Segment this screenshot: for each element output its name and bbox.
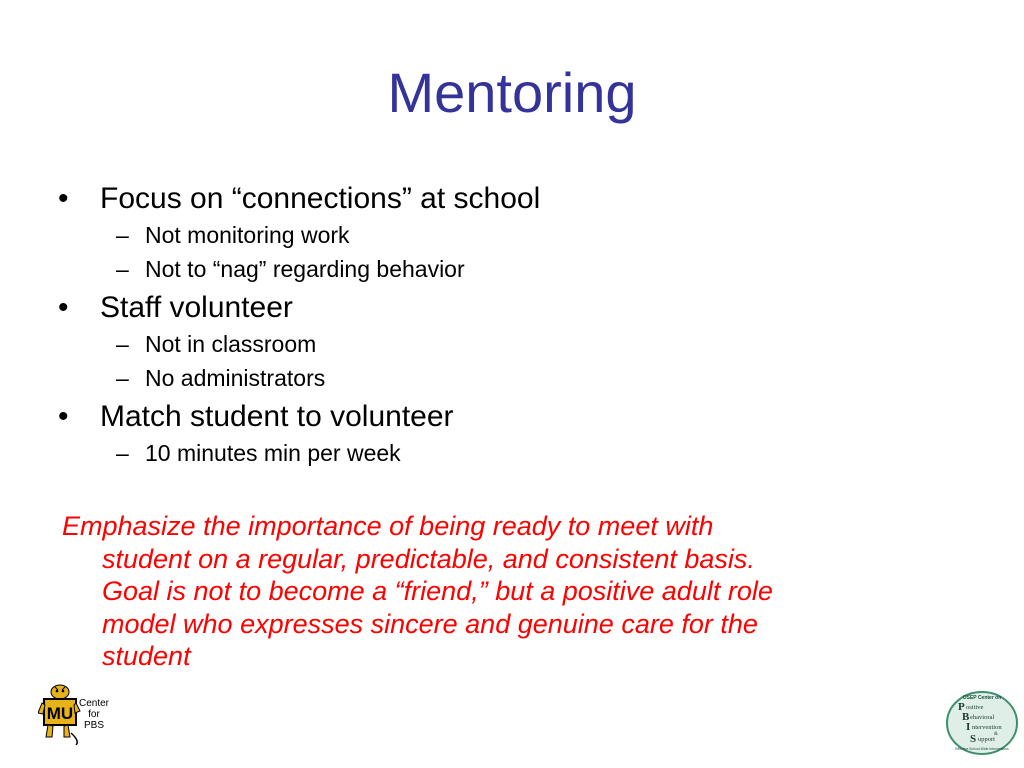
- pbis-heading: OSEP Center on: [962, 695, 1002, 701]
- dash-marker: –: [116, 440, 129, 466]
- pbis-initial: I: [966, 721, 971, 733]
- note-line: Goal is not to become a “friend,” but a positive adult role: [102, 576, 773, 606]
- bullet-marker: •: [58, 291, 69, 324]
- sub-bullet-text: Not in classroom: [145, 331, 317, 357]
- emphasis-note: [62, 510, 962, 673]
- pbis-initial: P: [958, 701, 965, 713]
- sub-bullet-item: [58, 327, 958, 361]
- sub-bullet-item: [58, 252, 958, 286]
- dash-marker: –: [116, 365, 129, 391]
- caption-line: PBS: [83, 720, 104, 731]
- note-line: student: [102, 641, 191, 671]
- bullet-item: [58, 398, 958, 436]
- bullet-text: Staff volunteer: [100, 291, 293, 324]
- bullet-list: [58, 177, 958, 470]
- pbis-logo: [944, 690, 1020, 756]
- pbis-word: ositive: [966, 704, 984, 711]
- pbis-word: ehavioral: [970, 714, 995, 721]
- dash-marker: –: [116, 256, 129, 282]
- pbis-word: ntervention: [972, 724, 1002, 731]
- caption-line: for: [88, 709, 100, 720]
- note-line: model who expresses sincere and genuine care for the: [102, 608, 758, 639]
- slide-title: Mentoring: [387, 61, 637, 124]
- dash-marker: –: [116, 331, 129, 357]
- mu-letters: MU: [46, 704, 74, 723]
- note-line: Emphasize the importance of being ready to meet with: [62, 511, 714, 541]
- pbis-word: upport: [978, 736, 995, 743]
- bullet-item: [58, 289, 958, 327]
- pbis-ampersand: &: [994, 732, 998, 737]
- caption-line: Center: [78, 698, 109, 709]
- bullet-text: Focus on “connections” at school: [100, 182, 541, 215]
- bullet-item: [58, 180, 958, 218]
- sub-bullet-item: [58, 436, 958, 470]
- sub-bullet-item: [58, 361, 958, 395]
- pbis-tagline: Effective School-Wide Interventions: [955, 747, 1009, 751]
- pbis-initial: S: [970, 733, 977, 745]
- bullet-marker: •: [58, 182, 69, 215]
- center-for-pbs-caption: [76, 698, 112, 731]
- sub-bullet-text: 10 minutes min per week: [145, 440, 401, 466]
- note-line: student on a regular, predictable, and consistent basis.: [102, 543, 755, 574]
- sub-bullet-text: No administrators: [145, 365, 326, 391]
- pbis-initial: B: [962, 711, 970, 723]
- sub-bullet-text: Not to “nag” regarding behavior: [145, 256, 465, 282]
- sub-bullet-text: Not monitoring work: [145, 222, 350, 248]
- dash-marker: –: [116, 222, 129, 248]
- bullet-text: Match student to volunteer: [100, 400, 454, 433]
- bullet-marker: •: [58, 400, 69, 433]
- sub-bullet-item: [58, 218, 958, 252]
